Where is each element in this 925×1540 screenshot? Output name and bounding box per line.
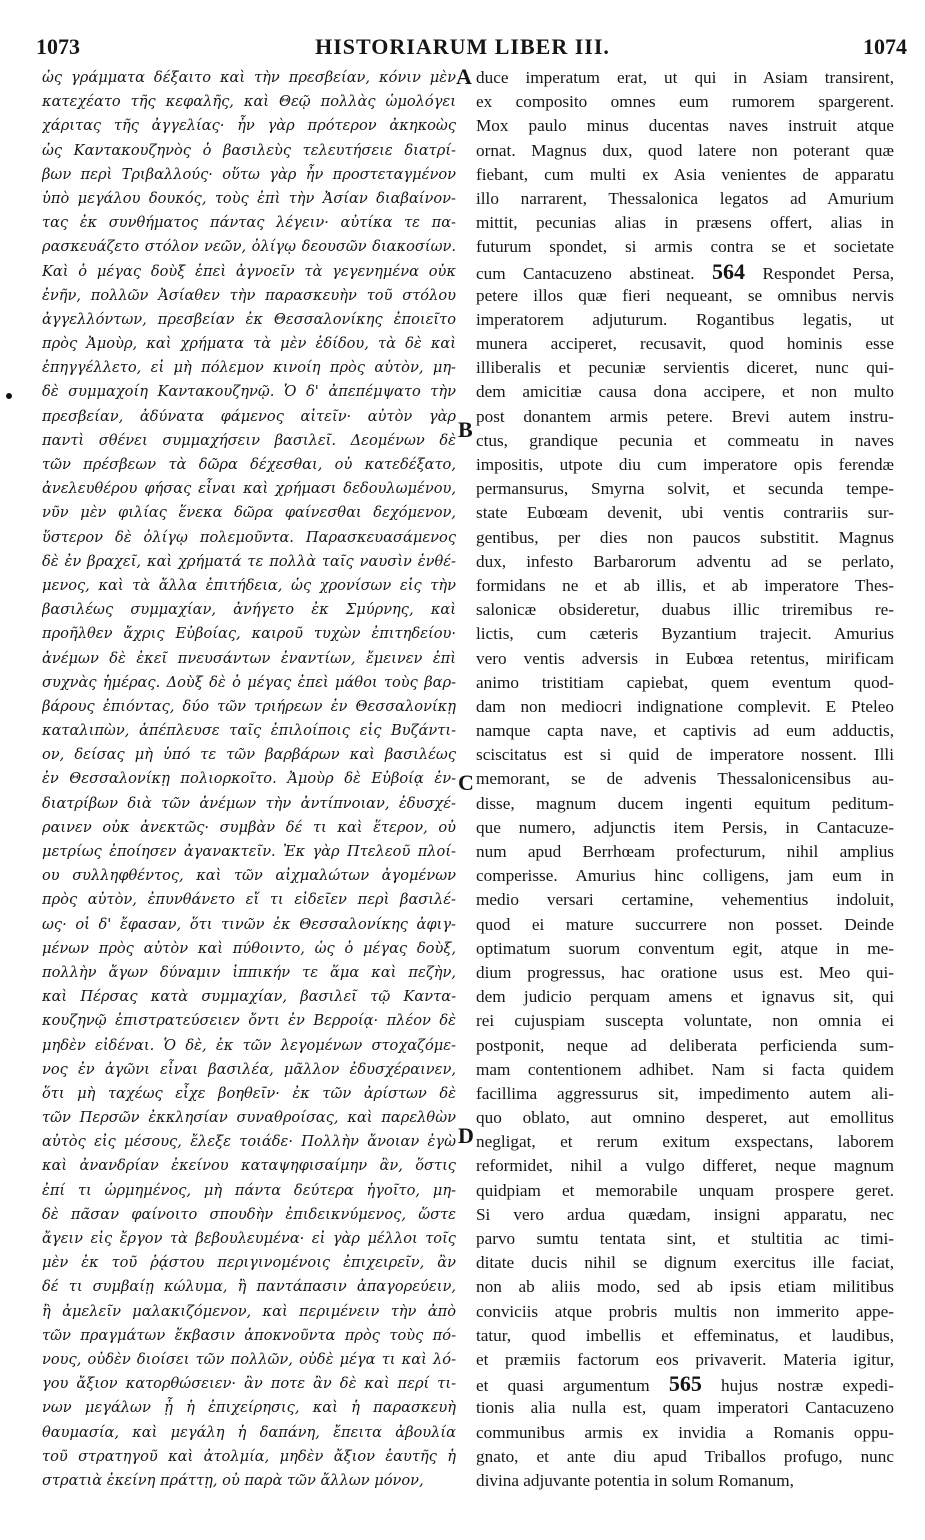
greek-text-line: ὅτι μὴ ταχέως εἶχε βοηθεῖν· ἐκ τῶν ἀρίστων δὲ	[42, 1084, 456, 1102]
margin-letter-d: D	[458, 1123, 474, 1148]
greek-text-line: νων μεγάλων ᾖ ἡ ἐπιχείρησις, καὶ ἡ παρασκευὴ	[42, 1399, 456, 1417]
latin-text-line: imperatorem adjuturum. Rogantibus legatis, ut	[476, 309, 894, 329]
margin-letter-c: C	[458, 770, 474, 795]
greek-text-line: ἐπί τι ὡρμημένος, μὴ πάντα δεύτερα ἡγοῖτο, μη-	[42, 1181, 456, 1199]
latin-text-line: vero ventis adversis in Eubœa retentus, mirificam	[476, 648, 894, 668]
latin-text-line: comperisse. Amurius hinc colligens, jam eum in	[476, 866, 894, 886]
page-number-left: 1073	[36, 34, 80, 59]
greek-text-line: χάριτας τῆς ἀγγελίας· ἦν γὰρ πρότερον ἀκηκοὼς	[42, 117, 456, 135]
greek-text-line: ἀνελευθέρου φήσας εἶναι καὶ χρήμασι δεδουλωμένου,	[42, 480, 456, 498]
latin-text-line: fiebant, cum multi ex Asia venientes de apparatu	[476, 164, 894, 184]
greek-text-line: νῦν μὲν φιλίας ἕνεκα δῶρα φαίνεσθαι δεχόμενον,	[42, 504, 456, 522]
latin-text-line: memorant, se de advenis Thessalonicensibus au-	[476, 769, 894, 789]
greek-text-line: μένων πρὸς αὐτὸν καὶ πύθοιντο, ὡς ὁ μέγας δοὺξ,	[42, 939, 456, 957]
greek-text-line: βασιλέως συμμαχίαν, ἀνήγετο ἐκ Σμύρνης, καὶ	[42, 601, 456, 619]
latin-text-line: non ab aliis modo, sed ab ipsis etiam militibus	[476, 1277, 894, 1297]
latin-text-line: dem judicio perquam amens et ignavus sit, qui	[476, 987, 894, 1007]
greek-text-line: τῶν Περσῶν ἐκκλησίαν συναθροίσας, καὶ παρελθὼν	[42, 1109, 456, 1127]
greek-text-line: καταλιπὼν, ἀπέπλευσε ταῖς ἐπιλοίποις εἰς Βυζάντι-	[42, 722, 456, 740]
latin-text-line: postponit, neque ad deliberata perficienda sum-	[476, 1035, 894, 1055]
latin-text-line: formidans ne et ab illis, et ab imperatore Thes-	[476, 575, 894, 595]
greek-text-line: στρατιὰ ἐκείνη πράττῃ, οὐ παρὰ τῶν ἄλλων μόνον,	[42, 1471, 424, 1489]
latin-text-line: salonicæ obsideretur, duabus illic triremibus re-	[476, 600, 894, 620]
greek-text-line: συχνὰς ἡμέρας. Δοὺξ δὲ ὁ μέγας ἐπεὶ μάθοι τοὺς βαρ-	[42, 673, 456, 691]
greek-text-line: βων περὶ Τριβαλλούς· οὕτω γὰρ ἦν προστεταγμένον	[42, 165, 456, 183]
greek-text-line: θαυμασία, καὶ μεγάλη ἡ δαπάνη, ἔπειτα ἀβουλία	[42, 1423, 456, 1441]
latin-text-line: futurum spondet, si armis contra se et societate	[476, 237, 894, 257]
greek-text-line: τοῦ στρατηγοῦ καὶ ἀτολμία, μηδὲν ἄξιον ἑαυτῆς ἡ	[42, 1447, 456, 1465]
latin-text-line: quod ei mature succurrere non posset. Deinde	[476, 914, 894, 934]
latin-text-line: illo narrarent, Thessalonica legatos ad Amurium	[476, 188, 894, 208]
greek-text-line: δὲ πᾶσαν φαίνοιτο σπουδὴν ἐπιδεικνύμενος, ὥστε	[42, 1205, 456, 1223]
greek-text-line: ὡς Καντακουζηνὸς ὁ βασιλεὺς τελευτήσειε διατρί-	[42, 141, 456, 159]
reference-number: 564	[712, 259, 746, 284]
latin-text-line: petere illos quæ fieri nequeant, se omnibus nervis	[476, 285, 894, 305]
greek-text-line: ἀνέμων δὲ ἐκεῖ πνευσάντων ἐναντίων, ἔμεινεν ἐπὶ	[42, 649, 456, 667]
latin-text-line: communibus armis ex invidia a Romanis oppu-	[476, 1422, 894, 1442]
latin-text-line: sciscitatus est si quid de imperatore nossent. Illi	[476, 745, 894, 765]
latin-text-line: dem amicitiæ causa dona accipere, et non multo	[476, 382, 894, 402]
greek-text-line: ἐνῆν, πολλῶν Ἀσίαθεν τὴν παρασκευὴν τοῦ στόλου	[42, 286, 456, 304]
greek-text-line: κουζηνῷ ἐπιστρατεύσειεν ὄντι ἐν Βερροίᾳ· πλέον δὲ	[42, 1012, 456, 1030]
running-title: HISTORIARUM LIBER III.	[315, 34, 610, 59]
greek-text-line: ἄγειν εἰς ἔργον τὰ βεβουλευμένα· εἰ γὰρ μέλλοι τοῖς	[42, 1230, 456, 1247]
latin-text-line: dux, infesto Barbarorum adventu ad se perlato,	[476, 551, 894, 571]
latin-text-line: mittit, pecunias alias in præsens offert, alias in	[476, 213, 894, 233]
page-number-right: 1074	[863, 34, 907, 59]
latin-text-line: permansurus, Smyrna solvit, et secunda tempe-	[476, 479, 894, 499]
latin-text-line: mam contentionem adhibet. Nam si facta quidem	[476, 1059, 894, 1079]
latin-text-line: quidpiam et memorabile unquam prospere geret.	[476, 1180, 894, 1200]
latin-text-line: animo tristitiam capiebat, quem eventum quod-	[476, 672, 894, 692]
margin-letter-a: A	[456, 64, 472, 89]
greek-text-line: μετρίως ἐποίησεν ἀγανακτεῖν. Ἐκ γὰρ Πτελεοῦ πλοί-	[42, 843, 456, 860]
greek-text-line: προῆλθεν ἄχρις Εὐβοίας, καιροῦ τυχὼν ἐπιτηδείου·	[42, 625, 456, 643]
latin-text-line: dam non mediocri indignatione complevit. E Pteleo	[476, 696, 894, 716]
greek-text-line: καὶ Πέρσας κατὰ συμμαχίαν, βασιλεῖ τῷ Καντα-	[42, 988, 456, 1006]
latin-text-line: quo oblato, aut omnino desperet, aut emollitus	[476, 1108, 894, 1128]
greek-text-line: πρεσβείαν, ἀδύνατα φάμενος αἰτεῖν· αὐτὸν γὰρ	[42, 407, 456, 425]
latin-text-line: tionis alia nulla est, quam imperatori Cantacuzeno	[476, 1398, 894, 1418]
greek-text-line: Καὶ ὁ μέγας δοὺξ ἐπεὶ ἀγνοεῖν τὰ γεγενημένα οὐκ	[42, 262, 456, 280]
latin-text-line: ex composito omnes eum rumorem spargerent.	[476, 92, 894, 112]
greek-text-line: ὡς γράμματα δέξαιτο καὶ τὴν πρεσβείαν, κόνιν μὲν	[42, 69, 456, 86]
latin-text-line: reformidet, nihil a vulgo differet, neque magnum	[476, 1156, 894, 1176]
greek-text-line: αὐτὸς εἰς μέσους, ἔλεξε τοιάδε· Πολλὴν ἄνοιαν ἐγὼ	[42, 1133, 456, 1151]
greek-text-line: ἢ ἀμελεῖν μαλακιζόμενον, καὶ περιμένειν τὴν ἀπὸ	[42, 1302, 456, 1320]
reference-number: 565	[668, 1372, 702, 1397]
latin-text-line: ctus, grandique pecunia et commeatu in naves	[476, 430, 894, 450]
latin-text-line: ornat. Magnus dux, quod latere non poterant quæ	[476, 140, 894, 160]
greek-text-line: νος ἐν ἀγῶνι εἶναι βασιλέα, μᾶλλον ἐδυσχέραινεν,	[42, 1060, 456, 1078]
latin-text-line: lictis, cum cæteris Byzantium trajecit. Amurius	[476, 624, 894, 644]
greek-text-line: ἐπηγγέλλετο, εἰ μὴ πόλεμον κινοίη πρὸς αὐτὸν, μη-	[42, 359, 456, 377]
greek-text-line: ὑπὸ μεγάλου δουκός, τοὺς ἐπὶ τὴν Ἀσίαν διαβαίνον-	[42, 189, 456, 207]
latin-text-line: et quasi argumentum 565 hujus nostræ expedi-	[476, 1372, 894, 1397]
margin-letter-b: B	[458, 417, 473, 442]
latin-text-line: medio versari certamine, vehementius indoluit,	[476, 890, 894, 910]
latin-text-line: disse, magnum ducem ingenti equitum peditum-	[476, 793, 894, 813]
latin-text-line: que numero, adjunctis item Persis, in Cantacuze-	[476, 817, 894, 837]
greek-text-line: ως· οἱ δ' ἔφασαν, ὅτι τινῶν ἐκ Θεσσαλονίκης ἀφιγ-	[42, 915, 456, 933]
greek-text-line: καὶ ἀνανδρίαν ἐκείνου καταψηφισαίμην ἂν, ὅστις	[42, 1157, 456, 1175]
greek-text-line: ραινεν οὐκ ἀνεκτῶς· συμβὰν δέ τι καὶ ἕτερον, οὐ	[42, 818, 456, 836]
greek-text-line: ἀγγελλόντων, πρεσβείαν ἐκ Θεσσαλονίκης ἐποιεῖτο	[42, 310, 456, 328]
latin-text-line: conviciis atque probris multis non immerito appe-	[476, 1301, 894, 1321]
latin-text-line: illiberalis et pecuniæ servientis diceret, nunc qui-	[476, 358, 894, 378]
greek-text-line: διατρίβων διὰ τῶν ἀνέμων τὴν ἀντίπνοιαν, ἐδυσχέ-	[42, 794, 456, 812]
latin-text-line: tatur, quod imbellis et effeminatus, et laudibus,	[476, 1325, 894, 1345]
latin-text-line: et præmiis factorum eos privaverit. Materia igitur,	[476, 1349, 894, 1369]
greek-text-line: κατεχέατο τῆς κεφαλῆς, καὶ Θεῷ πολλὰς ὡμολόγει	[42, 93, 456, 111]
latin-text-line: cum Cantacuzeno abstineat. 564 Respondet Persa,	[476, 259, 894, 284]
greek-text-line: πολλὴν ἄγων δύναμιν ἱππικήν τε ἅμα καὶ πεζὴν,	[42, 963, 456, 981]
margin-dot-mark	[6, 393, 12, 399]
greek-text-line: δὲ ἐν βραχεῖ, καὶ χρήματά τε πολλὰ ταῖς ναυσὶν ἐνθέ-	[42, 552, 456, 570]
greek-text-line: νους, οὐδὲν διοίσει τῶν πολλῶν, οὐδὲ μέγα τι καὶ λό-	[42, 1350, 456, 1368]
greek-text-line: τῶν πραγμάτων ἔκβασιν ἀποκνοῦντα πρὸς τοὺς πό-	[42, 1326, 456, 1344]
latin-text-line: optimatum suorum conventum egit, atque in me-	[476, 938, 894, 958]
greek-text-line: ἐν Θεσσαλονίκῃ πολιορκοῖτο. Ἀμοὺρ δὲ Εὐβοίᾳ ἐν-	[42, 770, 456, 788]
latin-text-column	[476, 66, 894, 1493]
greek-text-line: ρασκευάζετο στόλον νεῶν, ὀλίγῳ δεουσῶν διακοσίων.	[42, 238, 456, 256]
latin-text-line: impositis, utpote diu cum imperatore opis ferendæ	[476, 455, 894, 474]
greek-text-column	[42, 66, 456, 1493]
latin-text-line: facillima aggressurus sit, impedimento autem ali-	[476, 1083, 894, 1103]
latin-text-line: negligat, et rerum exitum exspectans, laborem	[476, 1132, 894, 1152]
greek-text-line: ον, δείσας μὴ ὑπό τε τῶν βαρβάρων καὶ βασιλέως	[42, 746, 456, 764]
latin-text-line: namque capta nave, et captivis ad eum adductis,	[476, 721, 894, 741]
greek-text-line: τας ἐκ συνθήματος πάντας λέγειν· αὐτίκα τε πα-	[42, 214, 456, 232]
latin-text-line: gnato, et ante diu apud Triballos profugo, nunc	[476, 1446, 894, 1466]
greek-text-line: μηδὲν εἰδέναι. Ὁ δὲ, ἐκ τῶν λεγομένων στοχαζόμε-	[42, 1036, 456, 1054]
latin-text-line: gentibus, per dies non paucos substitit. Magnus	[476, 527, 894, 547]
latin-text-line: Mox paulo minus ducentas naves instruit atque	[476, 116, 894, 136]
greek-text-line: μὲν ἐκ τοῦ ῥᾴστου περιγινομένοις ἐπιχειρεῖν, ἂν	[42, 1254, 456, 1272]
greek-text-line: ὕστερον δὲ ὀλίγῳ πολεμοῦντα. Παρασκευασάμενος	[42, 528, 456, 546]
latin-text-line: duce imperatum erat, ut qui in Asiam transirent,	[476, 68, 894, 87]
greek-text-line: δὲ συμμαχοίη Καντακουζηνῷ. Ὁ δ' ἀπεπέμψατο τὴν	[42, 383, 456, 401]
latin-text-line: num apud Berrhœam profecturum, nihil amplius	[476, 842, 894, 861]
greek-text-line: γου ἄξιον κατορθώσειεν· ἂν ποτε ἂν δὲ καὶ περί τι-	[42, 1375, 456, 1393]
greek-text-line: πρὸς αὐτὸν, ἐπυνθάνετο εἴ τι εἰδεῖεν περὶ βασιλέ-	[42, 891, 456, 909]
greek-text-line: παντὶ σθένει συμμαχήσειν βασιλεῖ. Δεομένων δὲ	[42, 431, 456, 449]
greek-text-line: τῶν πρέσβεων τὰ δῶρα δέχεσθαι, οὐ κατεδέξατο,	[42, 456, 456, 473]
greek-text-line: μενος, καὶ τὰ ἄλλα ἐπιτήδεια, ὡς χρονίσων εἰς τὴν	[42, 576, 456, 594]
latin-text-line: ditate ducis nihil se dignum exercitus ille faciat,	[476, 1253, 894, 1273]
latin-text-line: Si vero ardua quædam, insigni apparatu, nec	[476, 1204, 894, 1224]
greek-text-line: δέ τι συμβαίῃ κώλυμα, ἢ παντάπασιν ἀπαγορεύειν,	[42, 1278, 456, 1296]
greek-text-line: ου συλληφθέντος, καὶ τῶν αἰχμαλώτων ἀγομένων	[42, 867, 456, 885]
latin-text-line: munera acciperet, recusavit, quod hominis esse	[476, 334, 894, 354]
latin-text-line: post donantem armis petere. Brevi autem instru-	[476, 406, 894, 426]
latin-text-line: state Eubœam devenit, ubi ventis contrariis sur-	[476, 503, 894, 523]
greek-text-line: βάρους ἐπιόντας, δύο τῶν τριήρεων ἐν Θεσσαλονίκῃ	[42, 697, 456, 715]
latin-text-line: rei cujuspiam suscepta voluntate, non omnia ei	[476, 1011, 894, 1031]
greek-text-line: πρὸς Ἀμοὺρ, καὶ χρήματα τὰ μὲν ἐδίδου, τὰ δὲ καὶ	[42, 335, 456, 353]
latin-text-line: parvo sumtu tentata sint, et stultitia ac timi-	[476, 1229, 894, 1248]
latin-text-line: dium progressus, hac oratione usus est. Meo qui-	[476, 962, 894, 982]
page-header	[0, 32, 925, 62]
latin-text-line: divina adjuvante potentia in solum Romanum,	[476, 1470, 794, 1490]
